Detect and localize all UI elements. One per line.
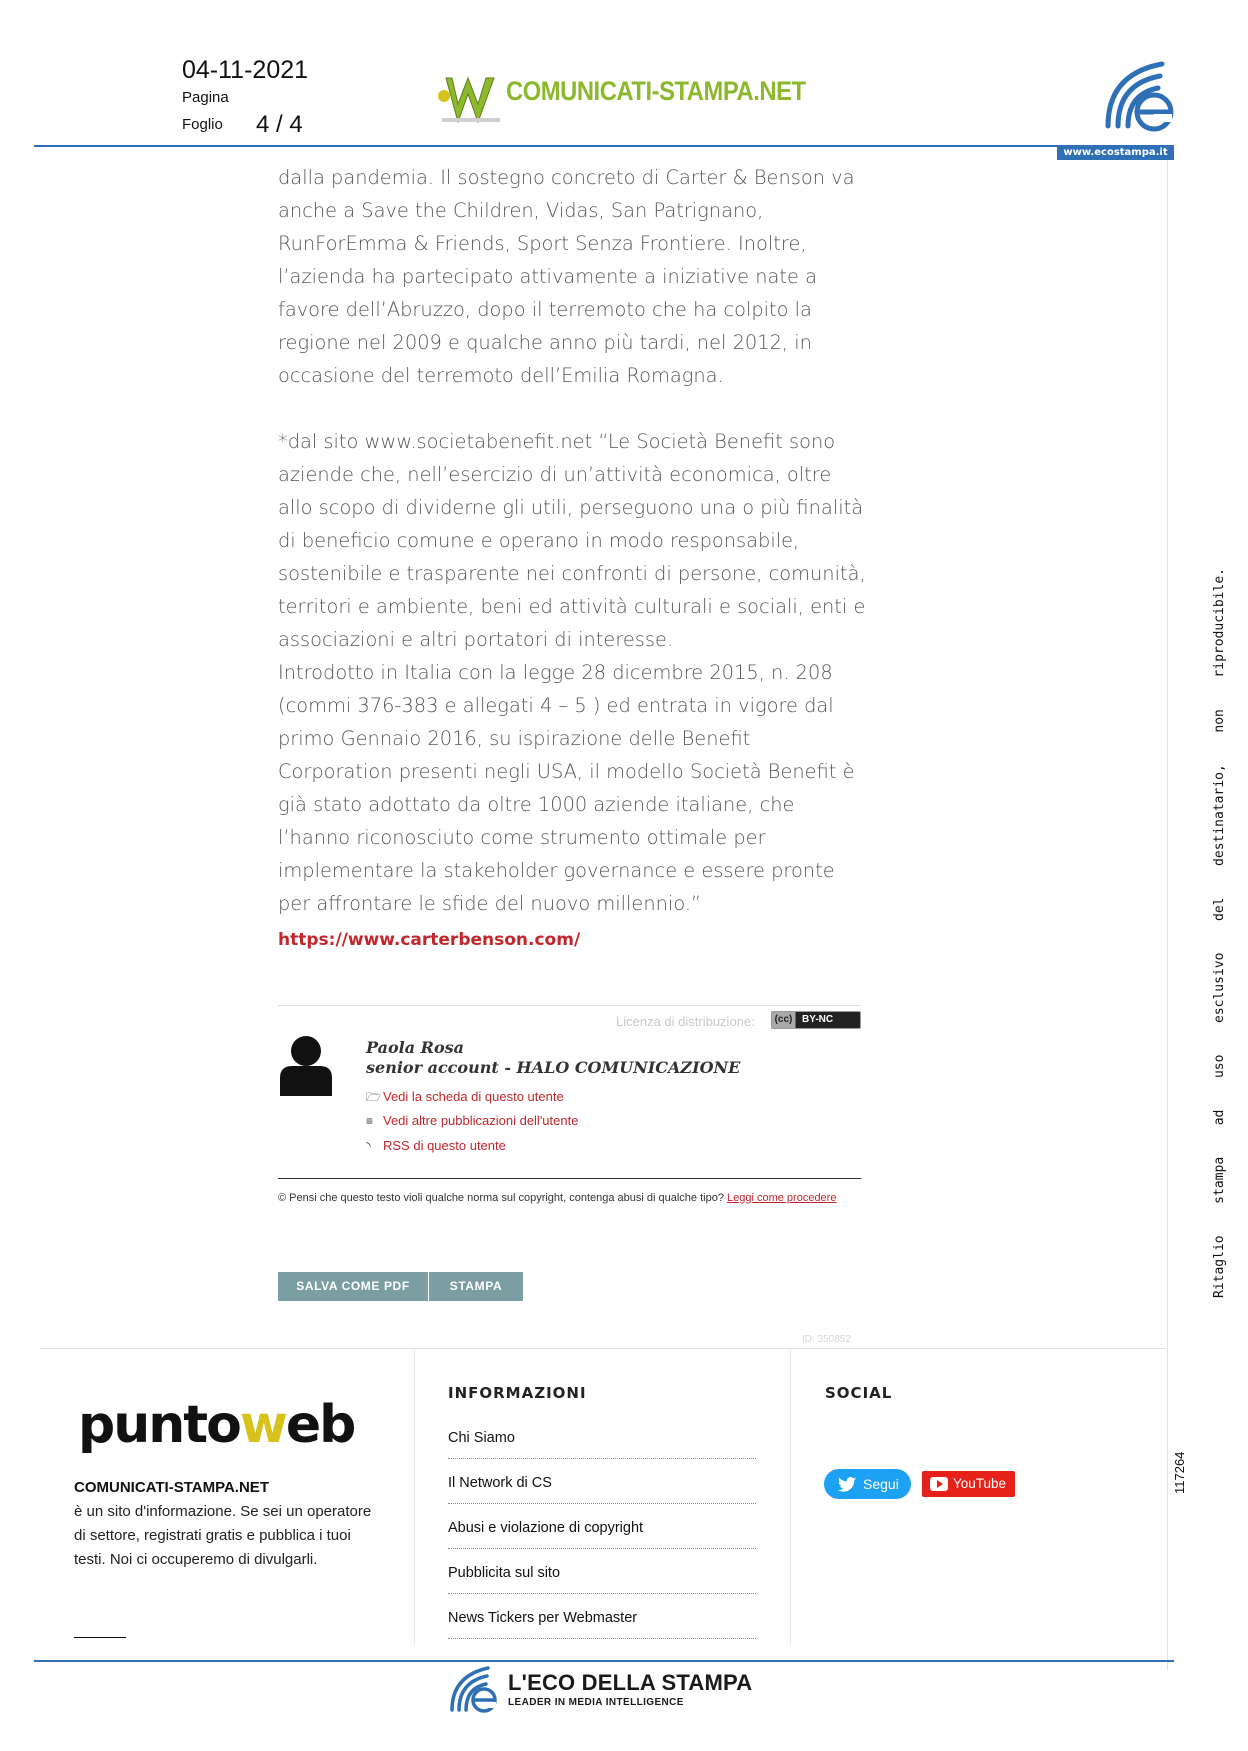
license-label: Licenza di distribuzione: (616, 1014, 755, 1029)
footer-rule (40, 1348, 1166, 1349)
foglio-value: 4 / 4 (256, 111, 303, 138)
cc-icon: (cc) (772, 1012, 796, 1028)
cs-logo-text: COMUNICATI-STAMPA.NET (506, 76, 806, 106)
info-heading: INFORMAZIONI (448, 1384, 587, 1402)
copyright-rule (278, 1178, 861, 1179)
user-rss-link[interactable] (366, 1138, 506, 1153)
foglio-label: Foglio (182, 116, 223, 133)
author-name: Paola Rosa (366, 1038, 464, 1057)
clipping-code: 117264 (1172, 1451, 1187, 1494)
footer-brand-name: COMUNICATI-STAMPA.NET (74, 1479, 269, 1496)
print-button[interactable]: STAMPA (429, 1272, 523, 1301)
page-right-frame (1167, 160, 1168, 1670)
article-paragraph: *dal sito www.societabenefit.net “Le Società Benefit sono aziende che, nell’esercizio di un’attività economica, oltre allo scopo di dividerne gli utili, perseguono una o più finalità di beneficio comune e operano in modo responsabile, sostenibile e trasparente nei confronti di persone, comunità, territori e ambiente, beni ed attività culturali e sociali, enti e associazioni e altri portatori di interesse. (278, 430, 866, 651)
copyright-text: © Pensi che questo testo violi qualche norma sul copyright, contenga abusi di qualche tipo? (278, 1192, 724, 1204)
rss-icon: ◝ (366, 1139, 371, 1153)
comunicati-stampa-logo (436, 72, 806, 130)
footer-blue-rule (34, 1660, 1174, 1662)
footer-description: è un sito d'informazione. Se sei un operatore di settore, registrati gratis e pubblica i tuoi testi. Noi ci occuperemo di divulgarli. (74, 1503, 372, 1568)
article-paragraph: Introdotto in Italia con la legge 28 dicembre 2015, n. 208 (commi 376-383 e allegati 4 – 5 ) ed entrata in vigore dal primo Gennaio 2016, su ispirazione delle Benefit Corporation presenti negli USA, il modello Società Benefit è già stato adottato da oltre 1000 aziende italiane, che l’hanno riconosciuto come strumento ottimale per implementare la stakeholder governance e essere pronte per affrontare le sfide del nuovo millennio.” (278, 661, 855, 915)
footer-column-divider (790, 1350, 791, 1644)
social-heading: SOCIAL (825, 1384, 893, 1402)
folder-icon: 🗁 (366, 1090, 381, 1104)
youtube-button[interactable] (922, 1471, 1015, 1497)
carterbenson-link[interactable]: https://www.carterbenson.com/ (278, 930, 581, 950)
twitter-follow-label: Segui (863, 1476, 899, 1492)
footer-short-rule (74, 1637, 126, 1638)
list-icon: ≡ (366, 1114, 374, 1128)
eco-stampa-logo-icon (1100, 56, 1176, 136)
eco-della-stampa-logo-icon (448, 1664, 500, 1714)
clipping-date: 04-11-2021 (182, 56, 309, 84)
cc-license-text: BY-NC (802, 1014, 834, 1025)
author-link-label: Vedi la scheda di questo utente (383, 1089, 564, 1104)
eco-della-stampa-tagline: LEADER IN MEDIA INTELLIGENCE (508, 1697, 684, 1708)
info-link-news-tickers[interactable]: News Tickers per Webmaster (448, 1594, 756, 1639)
article-body (278, 161, 868, 920)
puntoweb-logo: puntoweb (78, 1395, 355, 1455)
author-role: senior account - HALO COMUNICAZIONE (366, 1058, 741, 1077)
user-profile-link[interactable] (366, 1088, 564, 1109)
copyright-note (278, 1186, 868, 1210)
cs-logo-mark-icon (436, 72, 502, 128)
author-link-label: Vedi altre pubblicazioni dell'utente (383, 1113, 579, 1128)
user-publications-link[interactable] (366, 1113, 578, 1128)
twitter-bird-icon (838, 1477, 856, 1492)
save-pdf-button[interactable]: SALVA COME PDF (278, 1272, 428, 1301)
info-links-list (448, 1414, 756, 1639)
eco-url-badge: www.ecostampa.it (1057, 145, 1174, 160)
user-avatar-icon (278, 1034, 334, 1096)
author-link-label: RSS di questo utente (383, 1138, 506, 1153)
twitter-follow-button[interactable] (824, 1469, 911, 1499)
info-link-pubblicita[interactable]: Pubblicita sul sito (448, 1549, 756, 1594)
reproduction-disclaimer: Ritaglio stampa ad uso esclusivo del destinatario, non riproducibile. (1212, 568, 1227, 1298)
info-link-abusi[interactable]: Abusi e violazione di copyright (448, 1504, 756, 1549)
youtube-label: YouTube (953, 1476, 1007, 1491)
author-box-rule (278, 1005, 861, 1006)
cc-license-badge[interactable] (771, 1011, 861, 1029)
header-rule (34, 145, 1174, 147)
pagina-label: Pagina (182, 89, 229, 106)
footer-column-divider (414, 1350, 415, 1644)
document-id: ID: 350852 (802, 1334, 851, 1345)
info-link-chi-siamo[interactable]: Chi Siamo (448, 1414, 756, 1459)
eco-della-stampa-name: L'ECO DELLA STAMPA (508, 1670, 753, 1695)
youtube-play-icon (930, 1477, 948, 1491)
copyright-procedure-link[interactable]: Leggi come procedere (727, 1192, 837, 1204)
article-paragraph: dalla pandemia. Il sostegno concreto di Carter & Benson va anche a Save the Children, Vidas, San Patrignano, RunForEmma & Friends, Sport Senza Frontiere. Inoltre, l’azienda ha partecipato attivamente a iniziative nate a favore dell’Abruzzo, dopo il terremoto che ha colpito la regione nel 2009 e qualche anno più tardi, nel 2012, in occasione del terremoto dell’Emilia Romagna. (278, 166, 855, 387)
info-link-network[interactable]: Il Network di CS (448, 1459, 756, 1504)
